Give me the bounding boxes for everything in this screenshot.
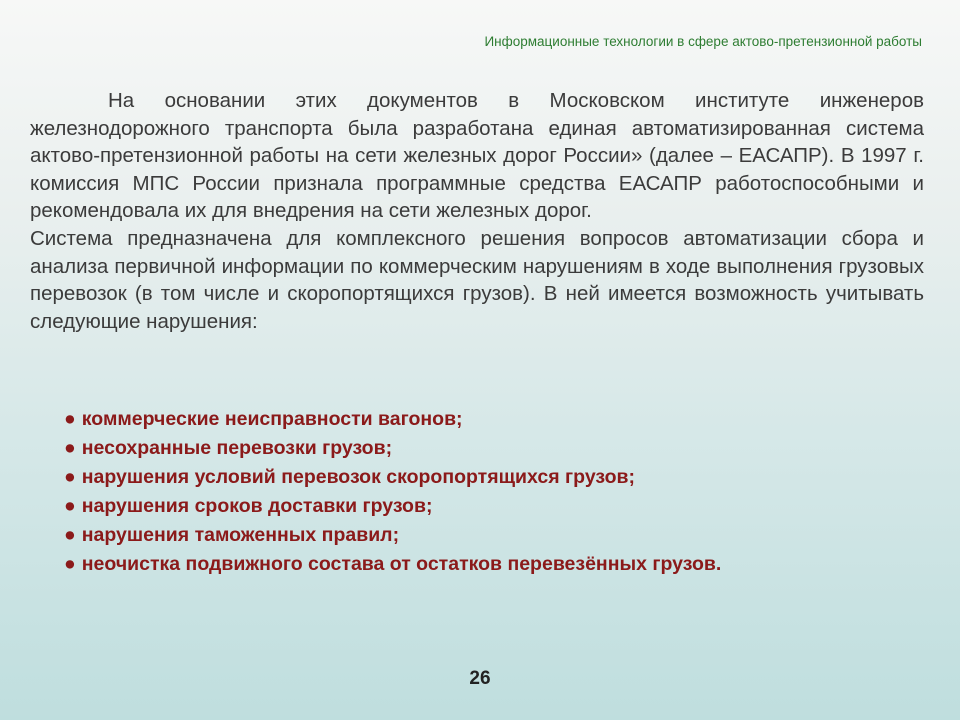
list-item-text: нарушения условий перевозок скоропортящихся грузов; [81, 466, 636, 488]
violations-list [64, 405, 721, 579]
body-text [30, 87, 924, 335]
list-item [64, 463, 721, 492]
bullet-dot-icon: ● [64, 524, 76, 546]
bullet-dot-icon: ● [64, 495, 76, 517]
list-item-text: нарушения сроков доставки грузов; [81, 495, 433, 517]
bullet-dot-icon: ● [64, 437, 76, 459]
list-item [64, 434, 721, 463]
slide-header-title: Информационные технологии в сфере актово-претензионной работы [484, 34, 922, 49]
list-item-text: несохранные перевозки грузов; [81, 437, 393, 459]
paragraph-intro: На основании этих документов в Московском институте инженеров железнодорожного транспорта была разработана единая автоматизированная система актово-претензионной работы на сети железных дорог России» (далее – ЕАСАПР). В 1997 г. комиссия МПС России признала программные средства ЕАСАПР работоспособными и рекомендовала их для внедрения на сети железных дорог. [30, 89, 924, 223]
page-number: 26 [469, 668, 491, 689]
list-item [64, 405, 721, 434]
list-item [64, 550, 721, 579]
list-item [64, 492, 721, 521]
bullet-dot-icon: ● [64, 553, 76, 575]
list-item-text: коммерческие неисправности вагонов; [81, 408, 463, 430]
list-item [64, 521, 721, 550]
bullet-dot-icon: ● [64, 466, 76, 488]
list-item-text: нарушения таможенных правил; [81, 524, 400, 546]
list-item-text: неочистка подвижного состава от остатков перевезённых грузов. [81, 553, 722, 575]
bullet-dot-icon: ● [64, 408, 76, 430]
paragraph-system: Система предназначена для комплексного решения вопросов автоматизации сбора и анализа первичной информации по коммерческим нарушениям в ходе выполнения грузовых перевозок (в том числе и скоропортящихся грузов). В ней имеется возможность учитывать следующие нарушения: [30, 226, 924, 333]
